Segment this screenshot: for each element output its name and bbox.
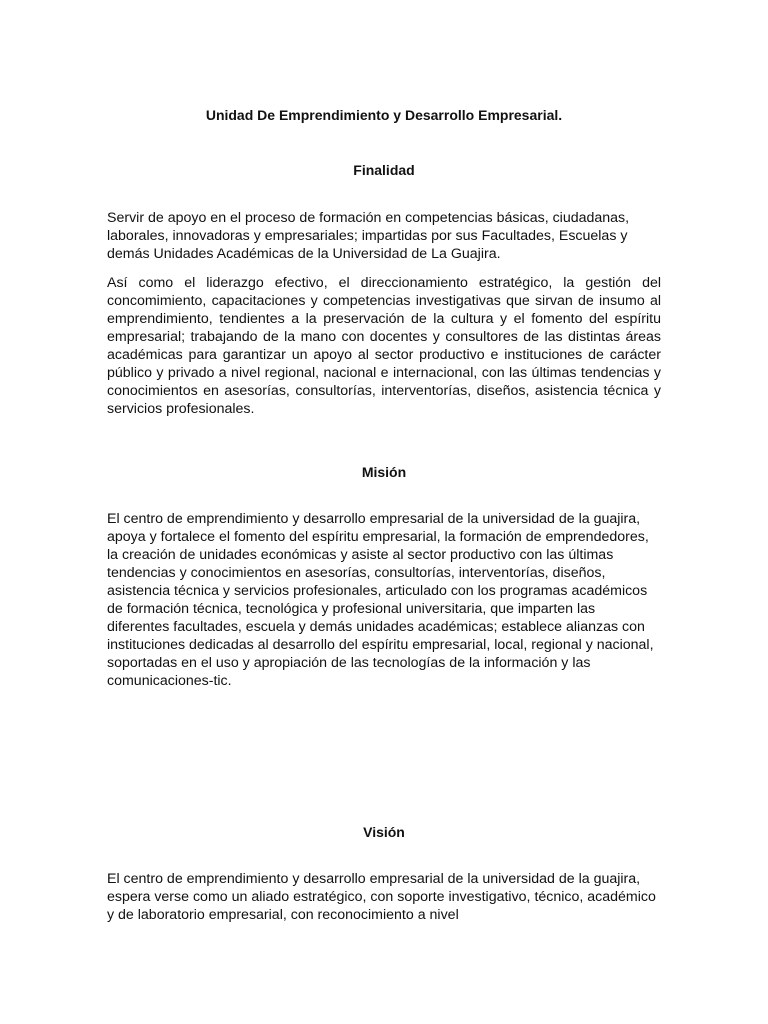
heading-mision: Misión	[361, 464, 407, 480]
paragraph-vision: El centro de emprendimiento y desarrollo empresarial de la universidad de la guajira, espera verse como un aliado estratégico, con soporte investigativo, técnico, académico y de laboratorio empresarial, con reconocimiento a nivel	[107, 871, 656, 923]
paragraph-finalidad-1: Servir de apoyo en el proceso de formación en competencias básicas, ciudadanas, laborales, innovadoras y empresariales; impartidas por sus Facultades, Escuelas y demás Unidades Académicas de la Universidad de La Guajira.	[107, 210, 630, 262]
heading-vision: Visión	[363, 824, 405, 840]
paragraph-finalidad-2: Así como el liderazgo efectivo, el direccionamiento estratégico, la gestión del concomimiento, capacitaciones y competencias investigativas que sirvan de insumo al emprendimiento, tendientes a la preservación de la cultura y el fomento del espíritu empresarial; trabajando de la mano con docentes y consultores de las distintas áreas académicas para garantizar un apoyo al sector productivo e instituciones de carácter público y privado a nivel regional, nacional e internacional, con las últimas tendencias y conocimientos en asesorías, consultorías, interventorías, diseños, asistencia técnica y servicios profesionales.	[107, 275, 661, 417]
document-title: Unidad De Emprendimiento y Desarrollo Empresarial.	[205, 107, 563, 123]
heading-finalidad: Finalidad	[353, 162, 415, 178]
paragraph-mision: El centro de emprendimiento y desarrollo empresarial de la universidad de la guajira, apoya y fortalece el fomento del espíritu empresarial, la formación de emprendedores, la creación de unidades económicas y asiste al sector productivo con las últimas tendencias y conocimientos en asesorías, consultorías, interventorías, diseños, asistencia técnica y servicios profesionales, articulado con los programas académicos de formación técnica, tecnológica y profesional universitaria, que imparten las diferentes facultades, escuela y demás unidades académicas; establece alianzas con instituciones dedicadas al desarrollo del espíritu empresarial, local, regional y nacional, soportadas en el uso y apropiación de las tecnologías de la información y las comunicaciones-tic.	[107, 511, 654, 689]
